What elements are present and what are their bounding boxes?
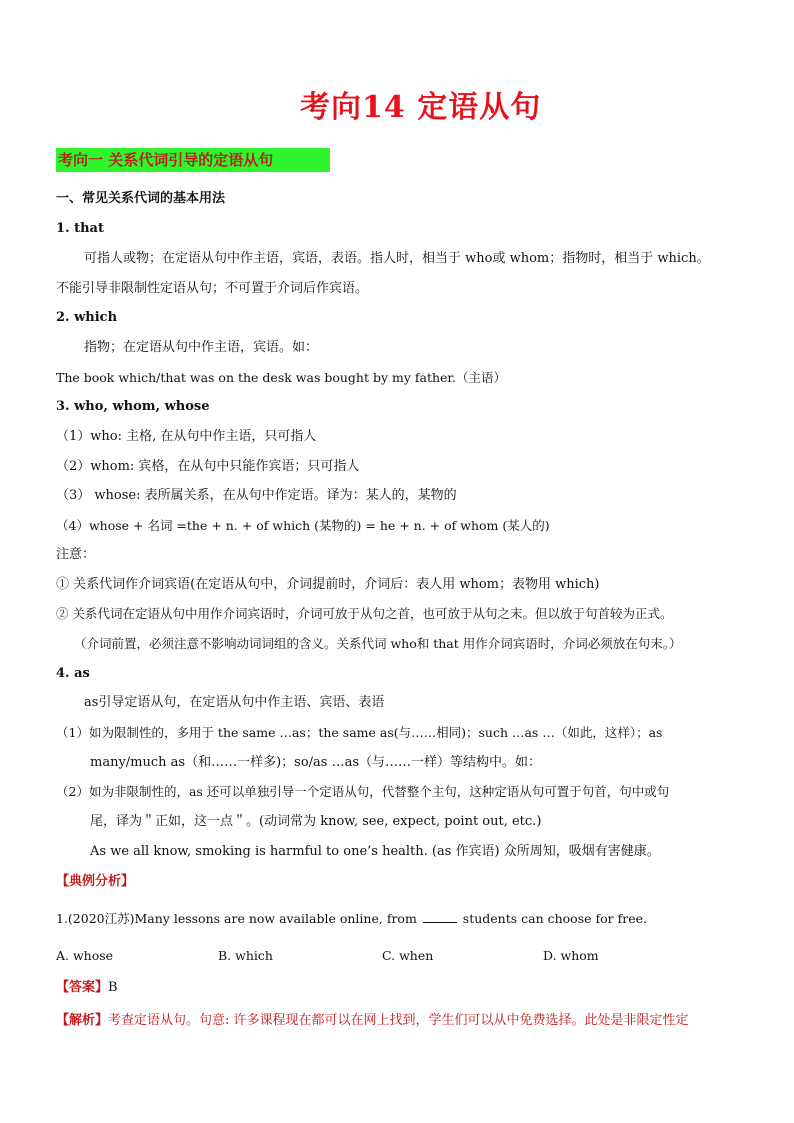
item3-title: 3. who, whom, whose — [56, 399, 210, 414]
question-1 — [56, 910, 647, 928]
item2-example: The book which/that was on the desk was bought by my father.（主语） — [56, 370, 507, 385]
item4-line6: As we all know, smoking is harmful to one’s health. (as 作宾语) 众所周知，吸烟有害健康。 — [90, 844, 660, 859]
item4-line4: （2）如为非限制性的，as 还可以单独引导一个定语从句，代替整个主句，这种定语从句可置于句首，句中或句 — [56, 784, 670, 799]
answer-value: B — [108, 980, 118, 995]
option-c: C. when — [382, 948, 434, 963]
item3-line2: （2）whom: 宾格，在从句中只能作宾语；只可指人 — [56, 459, 360, 474]
item3-line1: （1）who: 主格, 在从句中作主语，只可指人 — [56, 429, 317, 444]
question-1-stem-start: 1.(2020江苏)Many lessons are now available online, from — [56, 911, 417, 926]
note-3: （介词前置，必须注意不影响动词词组的含义。关系代词 who和 that 用作介词宾语时，介词必须放在句末。） — [74, 636, 682, 651]
answer-blank — [423, 910, 457, 923]
item4-line2: （1）如为限制性的，多用于 the same …as；the same as(与……相同)；such …as …（如此，这样）；as — [56, 725, 663, 740]
item4-line5: 尾，译为＂正如，这一点＂。(动词常为 know, see, expect, point out, etc.) — [90, 814, 542, 829]
item4-line3: many/much as（和……一样多)；so/as …as（与……一样）等结构中。如： — [90, 755, 542, 770]
analysis-label: 【解析】 — [56, 1013, 109, 1028]
option-a: A. whose — [56, 948, 114, 963]
item4-line1: as引导定语从句，在定语从句中作主语、宾语、表语 — [84, 695, 385, 710]
option-b: B. which — [218, 948, 273, 963]
section-heading: 考向一 关系代词引导的定语从句 — [56, 148, 330, 172]
subheading: 一、常见关系代词的基本用法 — [56, 191, 226, 206]
note-label: 注意： — [56, 547, 96, 562]
item1-line1: 可指人或物；在定语从句中作主语，宾语，表语。指人时，相当于 who或 whom；指物时，相当于 which。 — [84, 251, 710, 266]
option-d: D. whom — [543, 948, 599, 963]
item3-line3: （3） whose: 表所属关系，在从句中作定语。译为：某人的，某物的 — [56, 488, 457, 503]
answer-line — [56, 979, 118, 997]
question-1-stem-end: students can choose for free. — [462, 911, 647, 926]
item1-line2: 不能引导非限制性定语从句；不可置于介词后作宾语。 — [56, 281, 369, 296]
note-1: ① 关系代词作介词宾语(在定语从句中，介词提前时，介词后：表人用 whom；表物用 which) — [56, 577, 600, 592]
item1-title: 1. that — [56, 221, 104, 236]
item4-title: 4. as — [56, 666, 90, 681]
note-2: ② 关系代词在定语从句中用作介词宾语时，介词可放于从句之首，也可放于从句之末。但以放于句首较为正式。 — [56, 606, 673, 621]
item2-title: 2. which — [56, 310, 118, 325]
analysis-text: 考查定语从句。句意: 许多课程现在都可以在网上找到，学生们可以从中免费选择。此处是非限定性定 — [108, 1013, 689, 1028]
item3-line4: （4）whose + 名词 =the + n. + of which (某物的) = he + n. + of whom (某人的) — [56, 518, 550, 533]
example-label: 【典例分析】 — [56, 874, 135, 889]
analysis-line — [56, 1012, 689, 1030]
answer-label: 【答案】 — [56, 980, 109, 995]
item2-line1: 指物；在定语从句中作主语，宾语。如： — [84, 340, 319, 355]
page-title: 考向14 定语从句 — [300, 90, 542, 125]
